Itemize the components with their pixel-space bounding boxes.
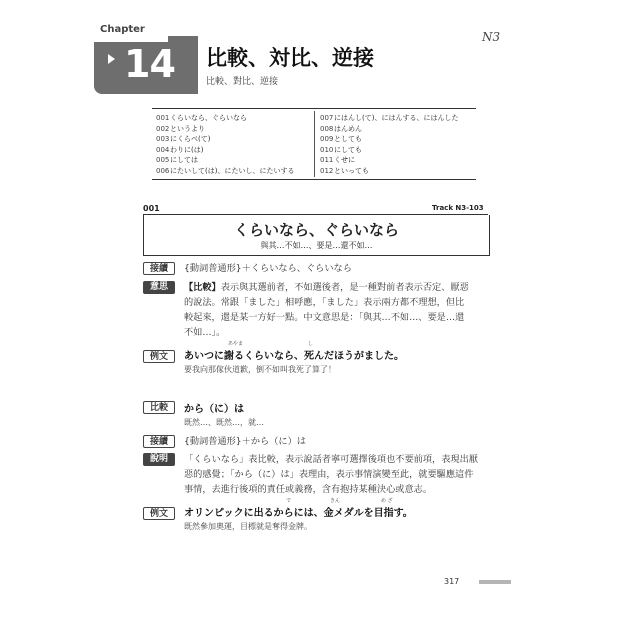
example-translation: 既然參加奧運，目標就是奪得金牌。 (184, 522, 312, 531)
connection-text: {動詞普通形}＋から（に）は (184, 436, 306, 447)
pattern-meaning: 與其…不如…、要是…還不如… (260, 241, 373, 250)
compare-pattern: から（に）は (184, 404, 244, 415)
furigana: で (286, 498, 292, 504)
furigana: し (308, 341, 314, 347)
connection-label: 接續 (143, 435, 175, 448)
toc-item[interactable]: 001くらいなら、ぐらいなら (156, 114, 247, 122)
compare-meaning: 既然…、既然…，就… (184, 418, 264, 427)
page-bar (479, 580, 511, 584)
chapter-word: Chapter (100, 24, 145, 35)
toc-item[interactable]: 006にたいして(は)、にたいし、にたいする (156, 166, 295, 175)
toc-item[interactable]: 003にくらべ(て) (156, 135, 211, 143)
toc-item[interactable]: 009としても (320, 135, 362, 143)
toc-item[interactable]: 012といっても (320, 166, 369, 175)
meaning-lead: 【比較】 (184, 282, 221, 293)
example-sentence: オリンピックに出るからには、金メダルを目指す。 (184, 508, 413, 519)
explanation-label: 說明 (143, 453, 175, 466)
example-sentence: あいつに謝るくらいなら、死んだほうがました。 (184, 351, 404, 362)
connection-label: 接續 (143, 262, 175, 275)
audio-track-label[interactable]: Track N3-103 (432, 204, 484, 212)
chapter-number: 14 (124, 42, 175, 86)
toc-item[interactable]: 007にはんし(て)、にはんする、にはんした (320, 114, 459, 122)
toc-box (152, 108, 476, 180)
furigana: あやま (228, 341, 244, 347)
example-label: 例文 (143, 350, 175, 363)
toc-item[interactable]: 011くせに (320, 156, 355, 164)
meaning-text: 【比較】表示與其選前者，不如選後者，是一種對前者表示否定、厭惡 的說法。常跟「ました」相呼應，「ました」表示兩方都不理想，但比 較起來，還是某一方好一點。中文意思是：「與其…不如…、要是…還 不如…」。 (184, 282, 469, 338)
section-number: 001 (143, 204, 160, 213)
example-label: 例文 (143, 507, 175, 520)
toc-item[interactable]: 010にしても (320, 145, 362, 154)
toc-left-column (156, 113, 316, 176)
example-translation: 要我向那傢伙道歉，倒不如叫我死了算了！ (184, 365, 336, 374)
explanation-text: 「くらいなら」表比較，表示說話者寧可選擇後項也不要前項，表現出厭 惡的感覺；「から（に）は」表理由，表示事情演變至此，就要驅應這件 事情，去進行後項的責任或義務，含有抱持某種決心或意志。 (184, 454, 478, 495)
toc-item[interactable]: 005にしては (156, 156, 198, 164)
toc-item[interactable]: 004わりに(は) (156, 145, 204, 154)
compare-label: 比較 (143, 401, 175, 414)
meaning-label: 意思 (143, 281, 175, 294)
page-number: 317 (444, 577, 460, 586)
chapter-arrow-icon (108, 54, 115, 64)
furigana: きん (330, 498, 341, 504)
pattern-title: くらいなら、ぐらいなら (233, 221, 399, 239)
chapter-title: 比較、対比、逆接 (206, 46, 374, 70)
toc-item[interactable]: 008はんめん (320, 124, 362, 133)
chapter-subtitle: 比較、對比、逆接 (206, 77, 279, 87)
furigana: め ざ (381, 498, 393, 504)
toc-item[interactable]: 002というより (156, 124, 205, 133)
toc-right-column (320, 113, 480, 176)
connection-text: {動詞普通形}＋くらいなら、ぐらいなら (184, 263, 352, 274)
pattern-box (143, 215, 490, 256)
level-badge: N3 (482, 30, 501, 44)
